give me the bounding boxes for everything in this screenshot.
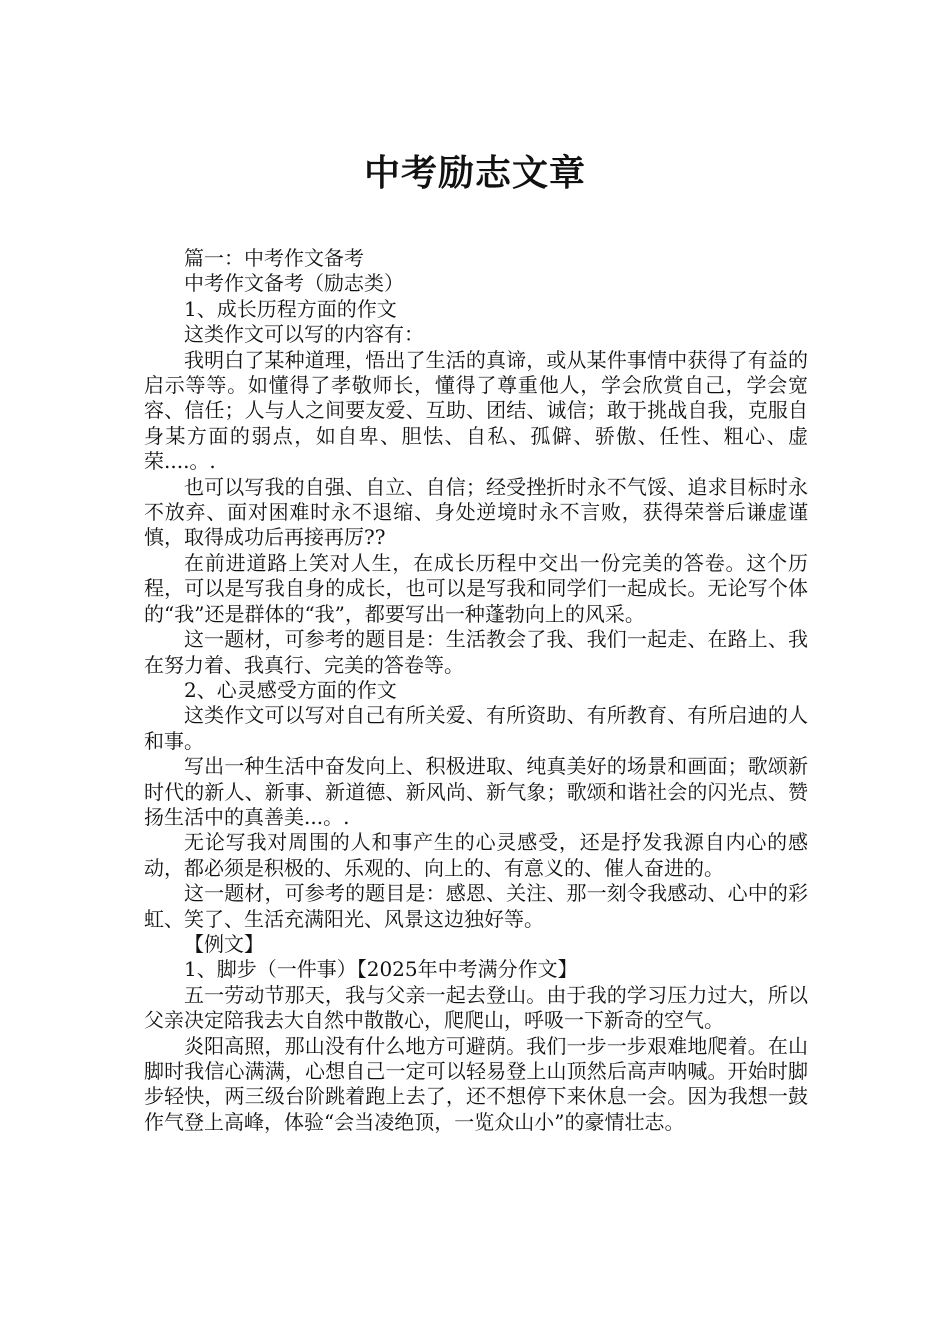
document-body [144,246,808,1135]
paragraph: 2、心灵感受方面的作文 [184,677,397,702]
paragraph: 1、脚步（一件事）【2025年中考满分作文】 [184,957,578,982]
paragraph: 在前进道路上笑对人生，在成长历程中交出一份完美的答卷。这个历程，可以是写我自身的成长，也可以是写我和同学们一起成长。无论写个体的“我”还是群体的“我”，都要写出一种蓬勃向上的风采。 [144,550,808,626]
paragraph: 炎阳高照，那山没有什么地方可避荫。我们一步一步艰难地爬着。在山脚时我信心满满，心想自己一定可以轻易登上山顶然后高声呐喊。开始时脚步轻快，两三级台阶跳着跑上去了，还不想停下来休息一会。因为我想一鼓作气登上高峰，体验“会当凌绝顶，一览众山小”的豪情壮志。 [144,1033,808,1134]
paragraph: 这类作文可以写的内容有： [184,322,424,347]
paragraph: 中考作文备考（励志类） [184,271,404,296]
paragraph: 这类作文可以写对自己有所关爱、有所资助、有所教育、有所启迪的人和事。 [144,703,808,753]
paragraph: 篇一：中考作文备考 [184,246,364,270]
paragraph: 这一题材，可参考的题目是：生活教会了我、我们一起走、在路上、我在努力着、我真行、完美的答卷等。 [144,627,808,677]
paragraph: 五一劳动节那天，我与父亲一起去登山。由于我的学习压力过大，所以父亲决定陪我去大自然中散散心，爬爬山，呼吸一下新奇的空气。 [144,982,808,1033]
paragraph: 无论写我对周围的人和事产生的心灵感受，还是抒发我源自内心的感动，都必须是积极的、乐观的、向上的、有意义的、催人奋进的。 [144,830,808,880]
paragraph: 我明白了某种道理，悟出了生活的真谛，或从某件事情中获得了有益的启示等等。如懂得了孝敬师长，懂得了尊重他人，学会欣赏自己，学会宽容、信任；人与人之间要友爱、互助、团结、诚信；敢于挑战自我，克服自身某方面的弱点，如自卑、胆怯、自私、孤僻、骄傲、任性、粗心、虚荣....。. [144,347,808,474]
paragraph: 也可以写我的自强、自立、自信；经受挫折时永不气馁、追求目标时永不放弃、面对困难时永不退缩、身处逆境时永不言败，获得荣誉后谦虚谨慎，取得成功后再接再厉?? [144,474,808,550]
paragraph: 这一题材，可参考的题目是：感恩、关注、那一刻令我感动、心中的彩虹、笑了、生活充满阳光、风景这边独好等。 [144,881,808,931]
document-title: 中考励志文章 [363,153,586,195]
paragraph: 1、成长历程方面的作文 [184,296,397,321]
paragraph: 写出一种生活中奋发向上、积极进取、纯真美好的场景和画面；歌颂新时代的新人、新事、新道德、新风尚、新气象；歌颂和谐社会的闪光点、赞扬生活中的真善美...。. [144,754,808,829]
paragraph: 【例文】 [184,931,264,956]
